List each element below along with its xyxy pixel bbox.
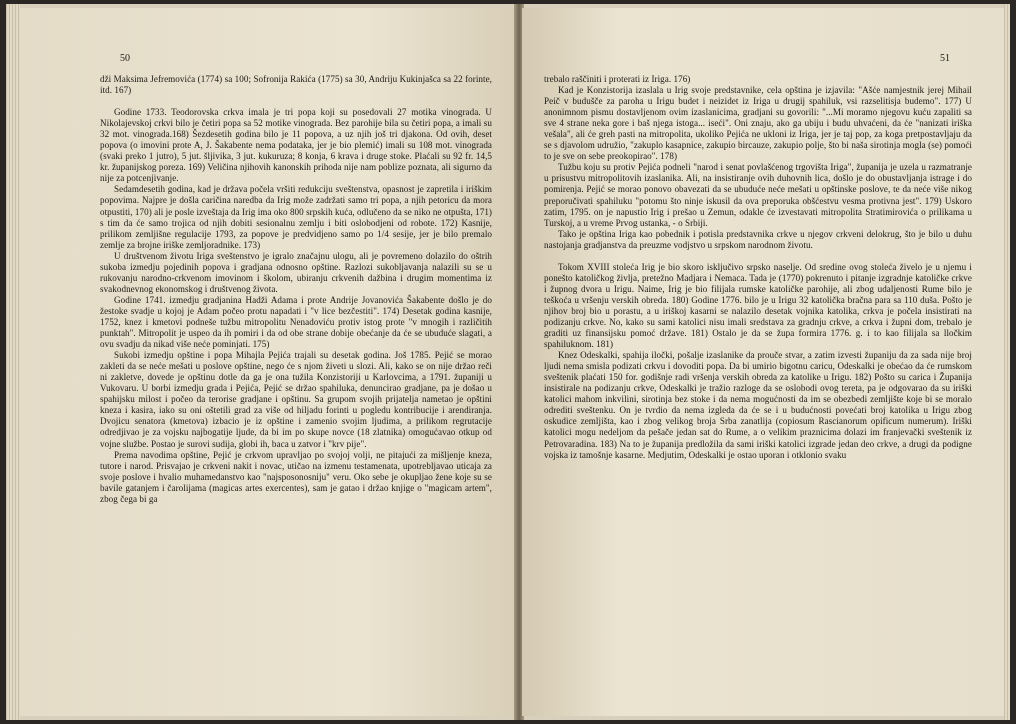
paragraph: Tokom XVIII stoleća Irig je bio skoro isključivo srpsko naselje. Od sredine ovog stoleća živelo je u njemu i ponešto katoličkog življa, pretežno Madjara i Nemaca. Tada je (1770) pokrenuto i pitanje izgradnje katoličke crkve i župnog dvora u Irigu. Naime, Irig je bio filijala rumske katoličke parohije, ali zbog udaljenosti Rume bilo je teškoća u vršenju verskih obreda. 180) Godine 1776. bilo je u Irigu 32 katolička bračna para sa 110 duša. Pošto je njihov broj bio u porastu, a u iriškoj kasarni se nalazilo desetak vojnika katolika, crkva je počela insistirati na podizanju crkve. No, kako su sami katolici nisu imali sredstava za gradnju crkve, a crkva i župni dom, trebalo je graditi uz finansijsku pomoć države. 181) Ostalo je da se župa formira 1776. g. i to kao filijala sa lločkim spahiluknom. 181) bbox=[544, 261, 972, 350]
paragraph: Tužbu koju su protiv Pejića podneli "narod i senat povlašćenog trgovišta Iriga", županija je uzela u razmatranje u prisustvu mitropolitovih izaslanika. Ali, na insistiranje ovih duhovnih lica, došlo je do obustavljanja istrage i do pomirenja. Pejić se morao ponovo obavezati da se ubuduće neće mešati u opštinske poslove, te da neće više nikog preporučivati spahiluku "potomu što ninje iskusil da ova preporuka obšćestvu vesma protivna jest". 179) Uskoro zatim, 1795. on je napustio Irig i prešao u Zemun, odakle će izvestavati mitropolita Stratimirovića o prilikama u Turskoj, a u vreme Prvog ustanka, - o Srbiji. bbox=[544, 162, 972, 228]
page-number-right: 51 bbox=[940, 53, 950, 64]
paragraph: Godine 1741. izmedju gradjanina Hadži Adama i prote Andrije Jovanovića Šakabente došlo je do žestoke svadje u kojoj je Adam počeo protu napadati i "v lice bezčestiti". 174) Desetak godina kasnije, 1752, knez i kmetovi podneše tužbu mitropolitu Nenadoviću protiv istog prote "v mnogih i različitih punktah". Mitropolit je uspeo da ih pomiri i da od obe strane dobije obećanje da će se ubuduće slagati, a ovu svadju da nikad više neće pominjati. 175) bbox=[100, 294, 492, 350]
paragraph: dži Maksima Jefremovića (1774) sa 100; Sofronija Rakića (1775) sa 30, Andriju Kukinjašca sa 22 forinte, itd. 167) bbox=[100, 74, 492, 96]
paragraph: Godine 1733. Teodorovska crkva imala je tri popa koji su posedovali 27 motika vinograda. U Nikolajevskoj crkvi bilo je četiri popa sa 52 motike vinograda. Bez parohije bila su četiri popa, a imali su 32 mot. vinograda.168) Šezdesetih godina bilo je 11 popova, a uz njih još tri djakona. Od ovih, deset popova (o imovini prote A, J. Šakabente nema podataka, jer je bio plemić) imali su 108 mot. vinograda (svaki preko 1 jutro), 5 jut. šljivika, 3 jut. kukuruza; 8 konja, 6 krava i druge stoke. Plaćali su 92 fr. 14,5 kr. županijskog poreza. 169) Veličina njihovih kanonskih prihoda nije nam poblize poznata, ali sigurno da nije za potcenjivanje. bbox=[100, 107, 492, 184]
right-page-text bbox=[544, 74, 972, 461]
paragraph: U društvenom životu Iriga sveštenstvo je igralo značajnu ulogu, ali je povremeno dolazilo do oštrih sukoba izmedju pojedinih popova i gradjana odnosno opštine. Razlozi sukobljavanja nalazili su se u rukovanju narodno-crkvenom imovinom i školom, ubiranju crkvenih dažbina i drugim momentima iz svakodnevnog ekonomskog i društvenog života. bbox=[100, 250, 492, 294]
paragraph: Knez Odeskalki, spahija iločki, pošalje izaslanike da prouče stvar, a zatim izvesti županiju da za sada nije broj ljudi nema smisla podizati crkvu i dovoditi popa. Da bi umirio bigotnu caricu, Odeskalki je obećao da će rumskom sveštenik plaćati 150 for. godišnje radi vršenja verskih obreda za katolike u Irigu. 182) Pošto su carica i Županija insistirale na podizanju crkve, Odeskalki je tražio razloge da se oslobodi ovog tereta, pa je odgovarao da su iriški katolici mahom inkvilini, sirotinja bez stoke i da nema mogućnosti da im se obezbedi zemljište koje bi se moralo odrediti sveštenku. On je tvrdio da nema izgleda da će se i u budućnosti povećati broj katolika u Irigu zbog oskudice zemljišta, kao i zbog velikog broja Srba zanatlija (copiosum Rascianorum opificum numerum). Iriški katolici mogu nedeljom da pešače jedan sat do Rume, a o velikim praznicima dolazi im franjevački sveštenik iz Petrovaradina. 183) Na to je županija predložila da sami iriški katolici izgrade jedan deo crkve, a drugi da podigne vojska iz tamošnje kasarne. Medjutim, Odeskalki je ostao uporan i otklonio svaku bbox=[544, 350, 972, 460]
page-edges-left bbox=[6, 4, 20, 720]
page-edges-right bbox=[1004, 4, 1010, 720]
left-page bbox=[20, 8, 514, 716]
paragraph: Kad je Konzistorija izaslala u Irig svoje predstavnike, cela opština je izjavila: "Ašće namjestnik jerej Mihail Peič v budušče za paroha u Irigu budet i neizidet iz Iriga u drugij spahiluk, vsi razselitisja budemo". 177) U anonimnom pismu dostavljenom ovim izaslanicima, gradjani su govorili: "...Mi moramo njegovu kuću zapaliti sa sve 4 strane neka gore i baš njega istoga... iseći". Oni znaju, ako ga ubiju i budu uhvaćeni, da će "nanizati iriška vešala", ali će greh pasti na mitropolita, ukoliko Pejića ne ukloni iz Iriga, jer je taj pop, za koga pretpostavljaju da se s djavolom udružio, "zakuplo kasapnice, zakupio bircauze, zakupio polje, što bi naša sirotinja mogla (se) pomoći to je sve on sebe preokopirao". 178) bbox=[544, 85, 972, 162]
paragraph: Sedamdesetih godina, kad je država počela vršiti redukciju sveštenstva, opasnost je zapretila i iriškim popovima. Najpre je došla caričina naredba da Irig može zadržati samo tri popa, a njih petoricu da mora otpustiti, 170) ali je posle izveštaja da Irig ima oko 800 srpskih kuća, odlučeno da se niko ne otpušta, 171) s tim da će samo trojica od njih dobiti sesionalnu zemlju i biti oslobodjeni od robote. 172) Kasnije, prilikom zemljišne regulacije 1793, za popove je predvidjeno samo po 1/4 sesije, jer je bilo premalo zemlje za brojne iriške zemljoradnike. 173) bbox=[100, 184, 492, 250]
page-number-left: 50 bbox=[120, 53, 130, 64]
left-page-text bbox=[100, 74, 492, 505]
right-page bbox=[522, 8, 1006, 716]
paragraph: trebalo raščiniti i proterati iz Iriga. 176) bbox=[544, 74, 691, 84]
book-spread bbox=[6, 4, 1010, 720]
paragraph: Prema navodima opštine, Pejić je crkvom upravljao po svojoj volji, ne pitajući za mišljenje kneza, tutore i narod. Prisvajao je crkveni nakit i novac, utičao na izmenu testamenata, upotrebljavao uticaja za svoje poslove i hvalio muhamedanstvo kao "najsposonosniju" veru. Oko sebe je okupljao žene koje su se bavile gatanjem i čarolijama (magicas artes exercentes), sam je gatao i držao knjige o "magicam artem", zbog čega bi ga bbox=[100, 449, 492, 504]
paragraph: Sukobi izmedju opštine i popa Mihajla Pejića trajali su desetak godina. Još 1785. Pejić se morao zakleti da se neće mešati u poslove opštine, nego će s njom živeti u slozi. Ali, kako se on nije držao reči ni zakletve, dovede je opštinu dotle da ga je ona tužila Konzistoriji u Karlovcima, a 1791. županiji u Vukovaru. U borbi izmedju grada i Pejića, Pejić se držao spahiluka, denuncirao gradjane, pa je došao u spahijsku milost i počeo da terorise gradjane i opštinu. Sa grupom svojih prijatelja nametao je opštini kneza i kasira, iako su oni oštetili grad za više od hiljadu forinti u pogledu kontribucije i arendiranja. Dvojicu senatora (kmetova) izbacio je iz opštine i zamenio svojim ljudima, a prilikom regrutacije odredjivao je za vojsku najbogatije ljude, da bi im po skupe novce (18 zlatnika) omogućavao otkup od vojne službe. Postao je surovi sudija, globi ih, baca u zatvor i "krv pije". bbox=[100, 350, 492, 449]
paragraph: Tako je opština Iriga kao pobednik i potisla predstavnika crkve u njegov crkveni delokrug, što je bilo u duhu nastojanja gradjanstva da preuzme vodjstvo u srpskom narodnom životu. bbox=[544, 228, 972, 250]
